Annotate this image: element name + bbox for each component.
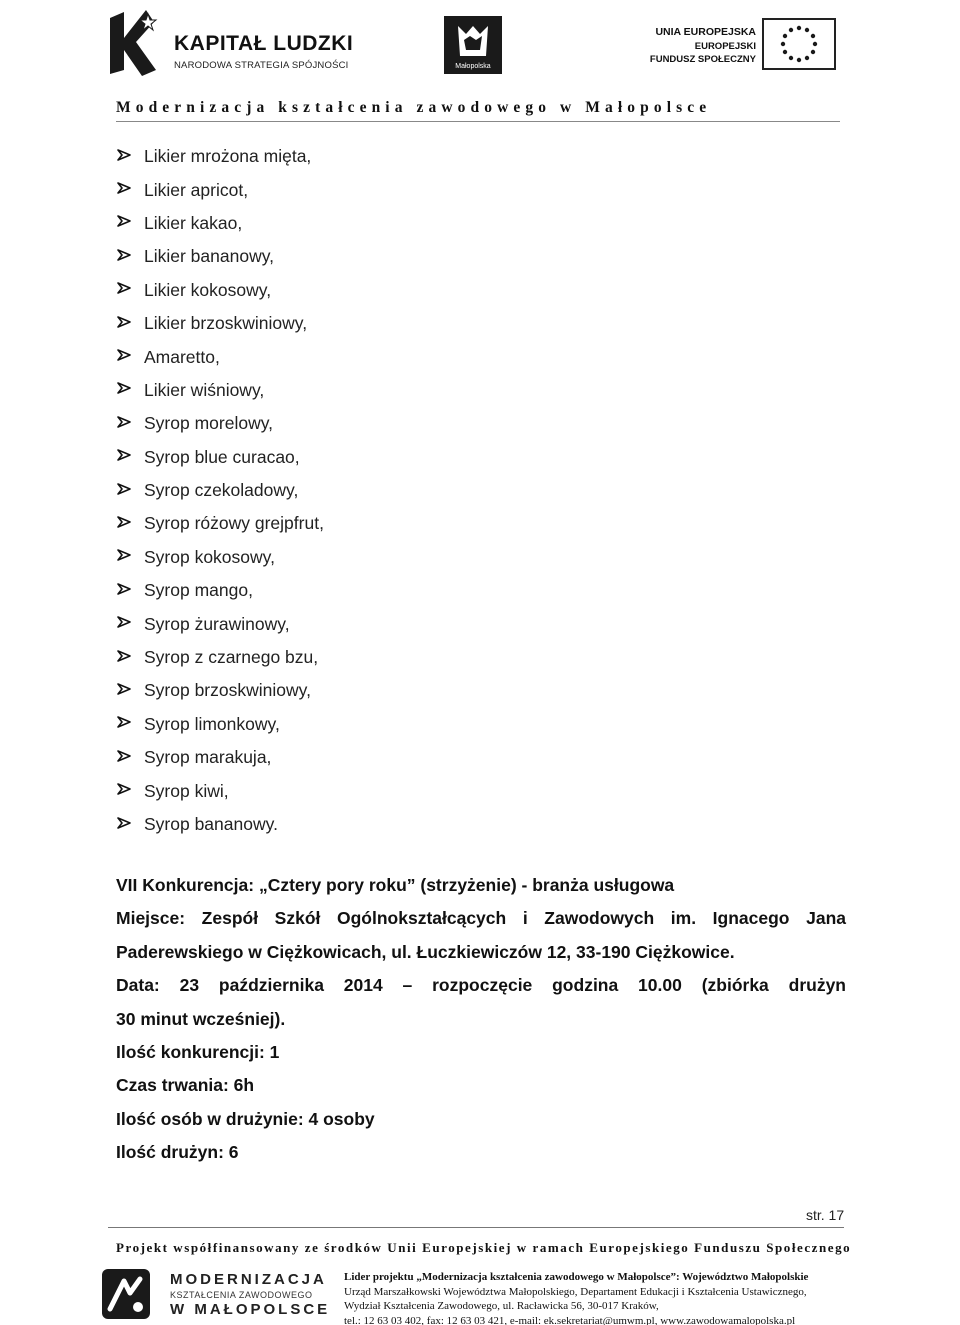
list-item [116, 674, 816, 707]
list-item-text: Syrop brzoskwiniowy, [144, 680, 311, 701]
project-leader-line-4: tel.: 12 63 03 402, fax: 12 63 03 421, e-mail: ek.sekretariat@umwm.pl, www.zawodowamalopolska.pl [344, 1314, 796, 1325]
list-item-text: Likier brzoskwiniowy, [144, 313, 308, 334]
list-item [116, 173, 816, 206]
list-item [116, 474, 816, 507]
modernizacja-logo-line-2: KSZTAŁCENIA ZAWODOWEGO [170, 1290, 313, 1300]
header-divider [116, 121, 840, 122]
arrow-bullet-icon [116, 213, 144, 233]
list-item-text: Syrop czekoladowy, [144, 480, 299, 501]
project-leader-info [344, 1270, 844, 1325]
list-item-text: Likier wiśniowy, [144, 379, 265, 400]
modernizacja-mark-icon [100, 1267, 152, 1321]
list-item-text: Syrop kokosowy, [144, 546, 275, 567]
eu-european-label: EUROPEJSKI [694, 41, 756, 52]
list-item-text: Syrop blue curacao, [144, 446, 300, 467]
list-item [116, 641, 816, 674]
arrow-bullet-icon [116, 714, 144, 734]
list-item-text: Syrop z czarnego bzu, [144, 647, 319, 668]
kapital-ludzki-title: KAPITAŁ LUDZKI [174, 32, 354, 55]
list-item [116, 774, 816, 807]
project-leader-line-3: Wydział Kształcenia Zawodowego, ul. Racławicka 56, 30-017 Kraków, [344, 1300, 659, 1312]
project-leader-line-2: Urząd Marszałkowski Województwa Małopolskiego, Departament Edukacji i Kształcenia Ustawicznego, [344, 1285, 807, 1298]
list-item [116, 307, 816, 340]
eu-flag-icon [762, 18, 836, 70]
list-item-text: Syrop marakuja, [144, 747, 272, 768]
page-number: str. 17 [806, 1207, 845, 1223]
competition-date-line-1: Data: 23 października 2014 – rozpoczęcie godzina 10.00 (zbiórka drużyn [116, 975, 846, 996]
eu-fund-label: FUNDUSZ SPOŁECZNY [649, 54, 756, 65]
list-item [116, 407, 816, 440]
list-item-text: Syrop żurawinowy, [144, 613, 290, 634]
arrow-bullet-icon [116, 648, 144, 668]
list-item [116, 541, 816, 574]
arrow-bullet-icon [116, 681, 144, 701]
list-item [116, 274, 816, 307]
list-item-text: Syrop morelowy, [144, 413, 274, 434]
list-item [116, 808, 816, 841]
competition-title: VII Konkurencja: „Cztery pory roku” (strzyżenie) - branża usługowa [116, 875, 675, 895]
list-item [116, 574, 816, 607]
eu-logo [650, 18, 840, 74]
arrow-bullet-icon [116, 547, 144, 567]
competition-details [116, 869, 846, 1170]
arrow-bullet-icon [116, 514, 144, 534]
arrow-bullet-icon [116, 347, 144, 367]
competition-count: Ilość konkurencji: 1 [116, 1042, 280, 1063]
list-item-text: Syrop mango, [144, 580, 253, 601]
competition-team-size: Ilość osób w drużynie: 4 osoby [116, 1108, 375, 1129]
list-item [116, 340, 816, 373]
list-item-text: Likier kakao, [144, 212, 243, 233]
arrow-bullet-icon [116, 314, 144, 334]
list-item-text: Likier kokosowy, [144, 279, 272, 300]
list-item [116, 140, 816, 173]
list-item-text: Syrop kiwi, [144, 780, 229, 801]
modernizacja-logo [100, 1267, 330, 1321]
arrow-bullet-icon [116, 481, 144, 501]
arrow-bullet-icon [116, 447, 144, 467]
list-item [116, 741, 816, 774]
arrow-bullet-icon [116, 781, 144, 801]
list-item [116, 240, 816, 273]
arrow-bullet-icon [116, 614, 144, 634]
list-item [116, 207, 816, 240]
competition-duration: Czas trwania: 6h [116, 1075, 255, 1096]
kapital-ludzki-subtitle: NARODOWA STRATEGIA SPÓJNOŚCI [174, 60, 349, 71]
list-item [116, 374, 816, 407]
list-item-text: Syrop limonkowy, [144, 713, 280, 734]
arrow-bullet-icon [116, 180, 144, 200]
modernizacja-logo-line-3: W MAŁOPOLSCE [170, 1301, 331, 1318]
modernizacja-logo-line-1: MODERNIZACJA [170, 1271, 327, 1288]
arrow-bullet-icon [116, 414, 144, 434]
project-leader-line-1: Lider projektu „Modernizacja kształcenia zawodowego w Małopolsce”: Województwo Małopolskie [344, 1271, 809, 1283]
list-item-text: Likier bananowy, [144, 246, 275, 267]
list-item [116, 507, 816, 540]
ingredient-list [116, 140, 816, 841]
list-item [116, 708, 816, 741]
cofinanced-statement: Projekt współfinansowany ze środków Unii Europejskiej w ramach Europejskiego Funduszu Społecznego [116, 1240, 852, 1255]
arrow-bullet-icon [116, 380, 144, 400]
list-item [116, 607, 816, 640]
running-header-title: Modernizacja kształcenia zawodowego w Małopolsce [116, 99, 712, 116]
kapital-ludzki-logo [106, 8, 354, 80]
list-item-text: Syrop bananowy. [144, 814, 278, 834]
footer-divider [108, 1227, 844, 1228]
arrow-bullet-icon [116, 280, 144, 300]
list-item-text: Syrop różowy grejpfrut, [144, 513, 324, 534]
list-item [116, 441, 816, 474]
list-item-text: Likier mrożona mięta, [144, 146, 312, 167]
arrow-bullet-icon [116, 748, 144, 768]
arrow-bullet-icon [116, 247, 144, 267]
arrow-bullet-icon [116, 147, 144, 167]
list-item-text: Likier apricot, [144, 179, 249, 200]
competition-teams: Ilość drużyn: 6 [116, 1142, 239, 1163]
malopolska-logo [444, 16, 502, 74]
kapital-ludzki-mark-icon [106, 8, 158, 78]
competition-place-line-2: Paderewskiego w Ciężkowicach, ul. Łuczkiewiczów 12, 33-190 Ciężkowice. [116, 941, 735, 962]
competition-date-line-2: 30 minut wcześniej). [116, 1008, 286, 1029]
eu-union-label: UNIA EUROPEJSKA [655, 26, 756, 38]
list-item-text: Amaretto, [144, 346, 220, 367]
arrow-bullet-icon [116, 815, 144, 835]
competition-place-line-1: Miejsce: Zespół Szkół Ogólnokształcących i Zawodowych im. Ignacego Jana [116, 908, 846, 929]
malopolska-label: Małopolska [455, 63, 491, 70]
arrow-bullet-icon [116, 581, 144, 601]
